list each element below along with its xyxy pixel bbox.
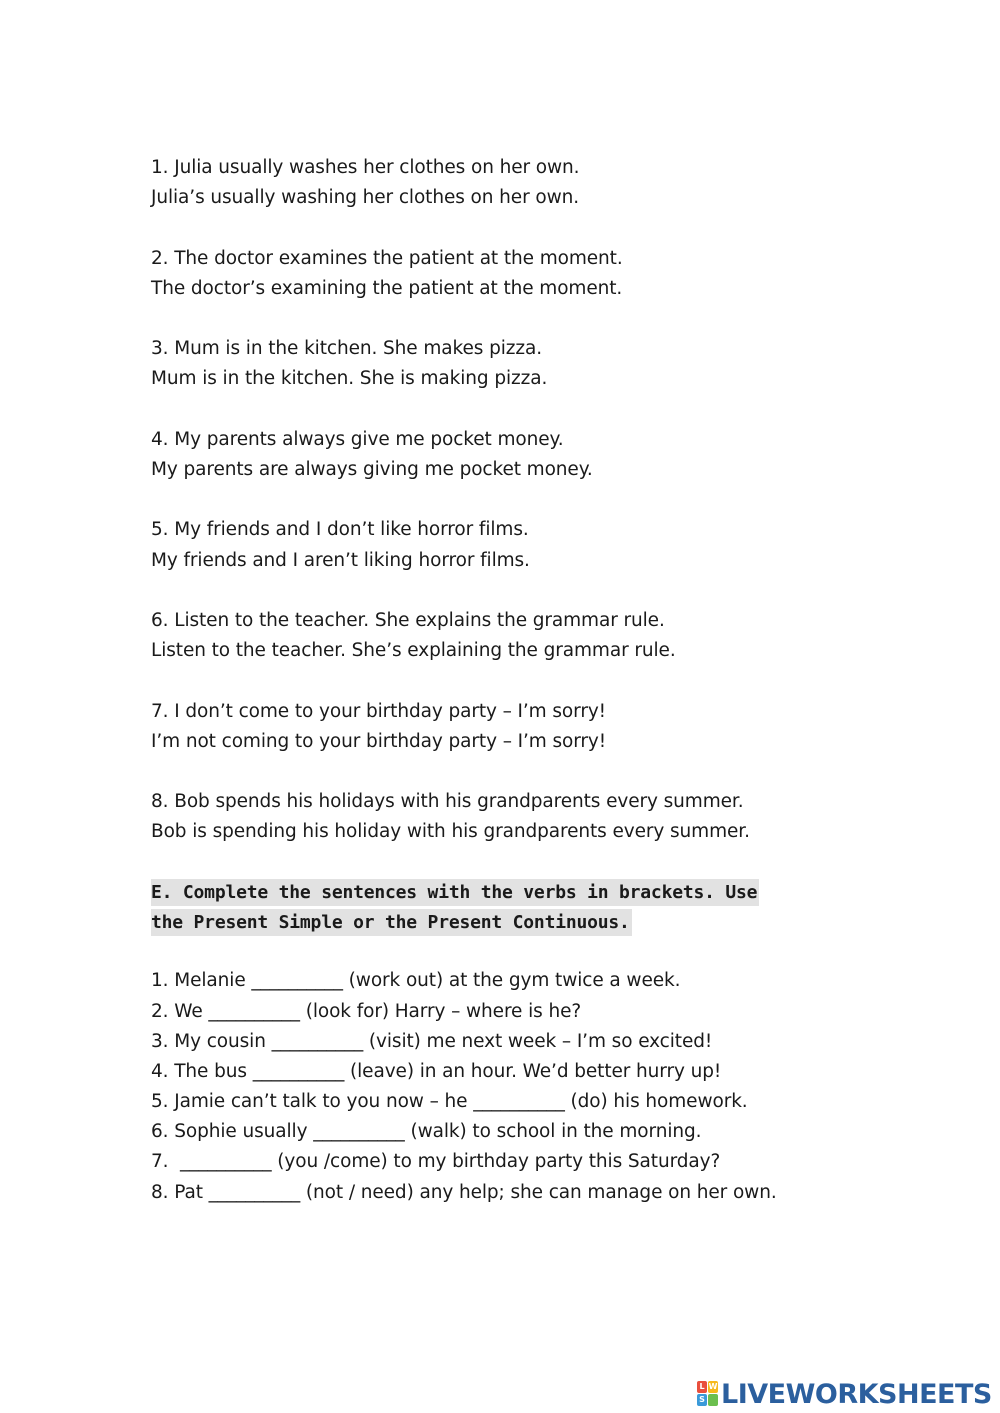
rewritten-sentence: Mum is in the kitchen. She is making pizza. xyxy=(151,368,548,390)
section-e-instruction: E. Complete the sentences with the verbs in brackets. Use the Present Simple or the Present Continuous. xyxy=(151,879,759,936)
logo-mark-block xyxy=(708,1394,718,1406)
section-e-exercise-list xyxy=(151,966,871,1208)
original-sentence: 5. My friends and I don’t like horror films. xyxy=(151,519,529,541)
item-text-after: (look for) Harry – where is he? xyxy=(299,1000,582,1022)
answer-blank[interactable]: __________ xyxy=(313,1121,405,1143)
sentence-pair xyxy=(151,697,871,758)
sentence-pair xyxy=(151,244,871,305)
section-e-heading xyxy=(151,878,791,939)
rewritten-sentence: My parents are always giving me pocket money. xyxy=(151,459,593,481)
transform-sentences-list xyxy=(151,153,871,848)
original-sentence: 4. My parents always give me pocket money. xyxy=(151,428,564,450)
answer-blank[interactable]: __________ xyxy=(208,1181,301,1203)
logo-mark-s: S xyxy=(697,1394,707,1406)
item-text-after: (visit) me next week – I’m so excited! xyxy=(363,1030,713,1052)
answer-blank[interactable]: __________ xyxy=(180,1151,272,1173)
answer-blank[interactable]: __________ xyxy=(252,1060,345,1082)
exercise-item xyxy=(151,1087,871,1117)
item-text-after: (do) his homework. xyxy=(564,1091,748,1113)
rewritten-sentence: I’m not coming to your birthday party – I’m sorry! xyxy=(151,730,607,752)
exercise-item xyxy=(151,1147,871,1177)
item-text-after: (walk) to school in the morning. xyxy=(404,1121,702,1143)
original-sentence: 8. Bob spends his holidays with his grandparents every summer. xyxy=(151,791,744,813)
exercise-item xyxy=(151,1057,871,1087)
exercise-item xyxy=(151,1178,871,1208)
sentence-pair xyxy=(151,153,871,214)
logo-mark-l: L xyxy=(697,1381,707,1393)
item-text-before: 6. Sophie usually xyxy=(151,1121,314,1143)
sentence-pair xyxy=(151,606,871,667)
rewritten-sentence: Bob is spending his holiday with his grandparents every summer. xyxy=(151,821,750,843)
item-text-before: 7. xyxy=(151,1151,181,1173)
item-text-before: 5. Jamie can’t talk to you now – he xyxy=(151,1091,474,1113)
item-text-before: 4. The bus xyxy=(151,1060,253,1082)
liveworksheets-logo-text: LIVEWORKSHEETS xyxy=(721,1378,992,1410)
exercise-item xyxy=(151,1027,871,1057)
sentence-pair xyxy=(151,787,871,848)
exercise-item xyxy=(151,1117,871,1147)
exercise-item xyxy=(151,966,871,996)
item-text-after: (not / need) any help; she can manage on her own. xyxy=(300,1181,777,1203)
original-sentence: 3. Mum is in the kitchen. She makes pizza. xyxy=(151,338,543,360)
rewritten-sentence: My friends and I aren’t liking horror films. xyxy=(151,549,530,571)
sentence-pair xyxy=(151,515,871,576)
item-text-after: (you /come) to my birthday party this Saturday? xyxy=(271,1151,721,1173)
sentence-pair xyxy=(151,334,871,395)
logo-mark-w: W xyxy=(708,1382,718,1391)
rewritten-sentence: Julia’s usually washing her clothes on her own. xyxy=(151,187,580,209)
item-text-before: 8. Pat xyxy=(151,1181,209,1203)
original-sentence: 2. The doctor examines the patient at the moment. xyxy=(151,247,623,269)
item-text-before: 3. My cousin xyxy=(151,1030,272,1052)
answer-blank[interactable]: __________ xyxy=(251,970,343,992)
item-text-after: (work out) at the gym twice a week. xyxy=(342,970,681,992)
original-sentence: 1. Julia usually washes her clothes on her own. xyxy=(151,157,580,178)
item-text-before: 1. Melanie xyxy=(151,970,252,992)
answer-blank[interactable]: __________ xyxy=(208,1000,300,1022)
worksheet-content xyxy=(151,153,871,1208)
rewritten-sentence: The doctor’s examining the patient at the moment. xyxy=(151,277,623,299)
original-sentence: 7. I don’t come to your birthday party – I’m sorry! xyxy=(151,700,606,722)
answer-blank[interactable]: __________ xyxy=(473,1091,565,1113)
exercise-item xyxy=(151,997,871,1027)
liveworksheets-logo xyxy=(697,1378,992,1410)
liveworksheets-logo-icon xyxy=(697,1381,719,1407)
answer-blank[interactable]: __________ xyxy=(271,1030,364,1052)
rewritten-sentence: Listen to the teacher. She’s explaining the grammar rule. xyxy=(151,640,676,662)
sentence-pair xyxy=(151,425,871,486)
item-text-after: (leave) in an hour. We’d better hurry up! xyxy=(344,1060,722,1082)
original-sentence: 6. Listen to the teacher. She explains the grammar rule. xyxy=(151,609,665,631)
item-text-before: 2. We xyxy=(151,1000,209,1022)
